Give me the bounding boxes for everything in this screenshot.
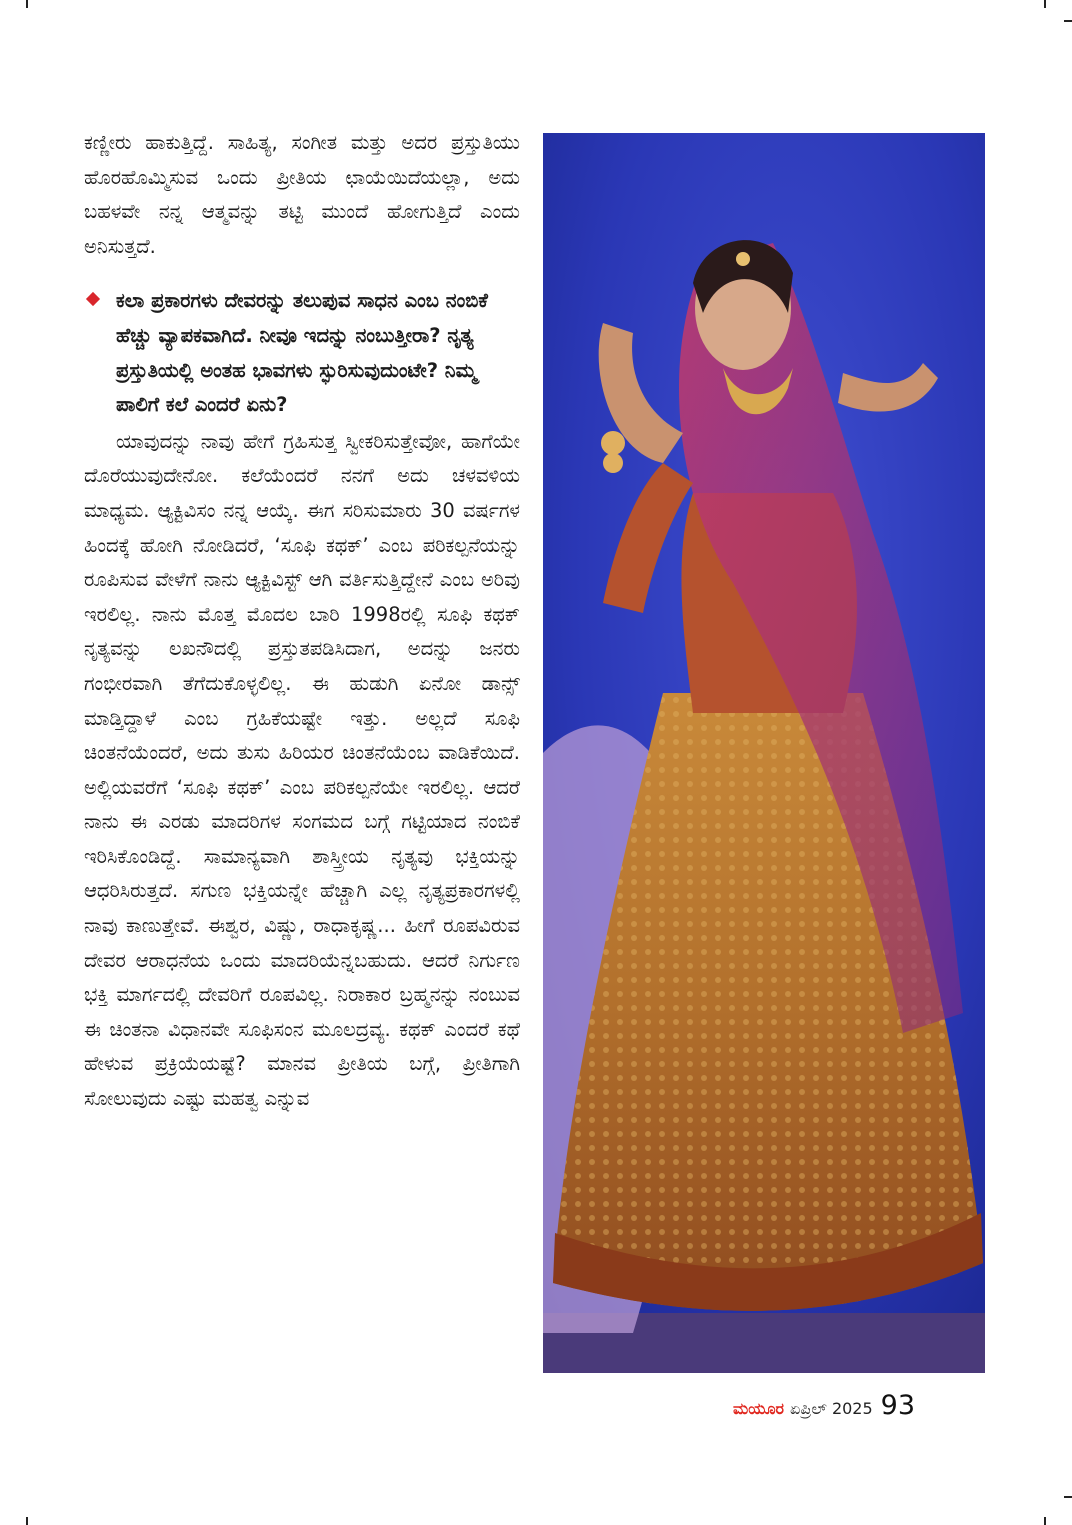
- interview-question-text: ಕಲಾ ಪ್ರಕಾರಗಳು ದೇವರನ್ನು ತಲುಪುವ ಸಾಧನ ಎಂಬ ನಂಬಿಕೆ ಹೆಚ್ಚು ವ್ಯಾಪಕವಾಗಿದೆ. ನೀವೂ ಇದನ್ನು ನಂಬುತ್ತೀರಾ? ನೃತ್ಯ ಪ್ರಸ್ತುತಿಯಲ್ಲಿ ಅಂತಹ ಭಾವಗಳು ಸ್ಫುರಿಸುವುದುಂಟೇ? ನಿಮ್ಮ ಪಾಲಿಗೆ ಕಲೆ ಎಂದರೆ ಏನು?: [116, 289, 488, 417]
- crop-mark-top-right: [1044, 0, 1046, 8]
- interview-question: [84, 284, 520, 422]
- page-footer: [733, 1390, 915, 1430]
- crop-mark-top-left: [26, 0, 28, 8]
- crop-mark-bottom-left: [26, 1517, 28, 1525]
- dancer-photo: [543, 133, 985, 1373]
- crop-mark-right-upper: [1064, 20, 1072, 22]
- diamond-bullet-icon: [86, 292, 100, 306]
- page-number: 93: [880, 1390, 916, 1421]
- article-paragraph-intro: ಕಣ್ಣೀರು ಹಾಕುತ್ತಿದ್ದೆ. ಸಾಹಿತ್ಯ, ಸಂಗೀತ ಮತ್ತು ಅದರ ಪ್ರಸ್ತುತಿಯು ಹೊರಹೊಮ್ಮಿಸುವ ಒಂದು ಪ್ರೀತಿಯ ಛಾಯೆಯಿದೆಯಲ್ಲಾ, ಅದು ಬಹಳವೇ ನನ್ನ ಆತ್ಮವನ್ನು ತಟ್ಟಿ ಮುಂದೆ ಹೋಗುತ್ತಿದೆ ಎಂದು ಅನಿಸುತ್ತದೆ.: [84, 131, 520, 258]
- issue-date: ಏಪ್ರಿಲ್ 2025: [790, 1399, 873, 1418]
- interview-answer: ಯಾವುದನ್ನು ನಾವು ಹೇಗೆ ಗ್ರಹಿಸುತ್ತ ಸ್ವೀಕರಿಸುತ್ತೇವೋ, ಹಾಗೆಯೇ ದೊರೆಯುವುದೇನೋ. ಕಲೆಯೆಂದರೆ ನನಗೆ ಅದು ಚಳವಳಿಯ ಮಾಧ್ಯಮ. ಆ್ಯಕ್ಟಿವಿಸಂ ನನ್ನ ಆಯ್ಕೆ. ಈಗ ಸರಿಸುಮಾರು 30 ವರ್ಷಗಳ ಹಿಂದಕ್ಕೆ ಹೋಗಿ ನೋಡಿದರೆ, ‘ಸೂಫಿ ಕಥಕ್’ ಎಂಬ ಪರಿಕಲ್ಪನೆಯನ್ನು ರೂಪಿಸುವ ವೇಳೆಗೆ ನಾನು ಆ್ಯಕ್ಟಿವಿಸ್ಟ್ ಆಗಿ ವರ್ತಿಸುತ್ತಿದ್ದೇನೆ ಎಂಬ ಅರಿವು ಇರಲಿಲ್ಲ. ನಾನು ಮೊತ್ತ ಮೊದಲ ಬಾರಿ 1998ರಲ್ಲಿ ಸೂಫಿ ಕಥಕ್ ನೃತ್ಯವನ್ನು ಲಖನೌದಲ್ಲಿ ಪ್ರಸ್ತುತಪಡಿಸಿದಾಗ, ಅದನ್ನು ಜನರು ಗಂಭೀರವಾಗಿ ತೆಗೆದುಕೊಳ್ಳಲಿಲ್ಲ. ಈ ಹುಡುಗಿ ಏನೋ ಡಾನ್ಸ್ ಮಾಡ್ತಿದ್ದಾಳೆ ಎಂಬ ಗ್ರಹಿಕೆಯಷ್ಟೇ ಇತ್ತು. ಅಲ್ಲದೆ ಸೂಫಿ ಚಿಂತನೆಯೆಂದರೆ, ಅದು ತುಸು ಹಿರಿಯರ ಚಿಂತನೆಯೆಂಬ ವಾಡಿಕೆಯಿದೆ. ಅಲ್ಲಿಯವರೆಗೆ ‘ಸೂಫಿ ಕಥಕ್’ ಎಂಬ ಪರಿಕಲ್ಪನೆಯೇ ಇರಲಿಲ್ಲ. ಆದರೆ ನಾನು ಈ ಎರಡು ಮಾದರಿಗಳ ಸಂಗಮದ ಬಗ್ಗೆ ಗಟ್ಟಿಯಾದ ನಂಬಿಕೆ ಇರಿಸಿಕೊಂಡಿದ್ದೆ. ಸಾಮಾನ್ಯವಾಗಿ ಶಾಸ್ತ್ರೀಯ ನೃತ್ಯವು ಭಕ್ತಿಯನ್ನು ಆಧರಿಸಿರುತ್ತದೆ. ಸಗುಣ ಭಕ್ತಿಯನ್ನೇ ಹೆಚ್ಚಾಗಿ ಎಲ್ಲ ನೃತ್ಯಪ್ರಕಾರಗಳಲ್ಲಿ ನಾವು ಕಾಣುತ್ತೇವೆ. ಈಶ್ವರ, ವಿಷ್ಣು, ರಾಧಾಕೃಷ್ಣ... ಹೀಗೆ ರೂಪವಿರುವ ದೇವರ ಆರಾಧನೆಯ ಒಂದು ಮಾದರಿಯೆನ್ನಬಹುದು. ಆದರೆ ನಿರ್ಗುಣ ಭಕ್ತಿ ಮಾರ್ಗದಲ್ಲಿ ದೇವರಿಗೆ ರೂಪವಿಲ್ಲ. ನಿರಾಕಾರ ಬ್ರಹ್ಮನನ್ನು ನಂಬುವ ಈ ಚಿಂತನಾ ವಿಧಾನವೇ ಸೂಫಿಸಂನ ಮೂಲದ್ರವ್ಯ. ಕಥಕ್ ಎಂದರೆ ಕಥೆ ಹೇಳುವ ಪ್ರಕ್ರಿಯೆಯಷ್ಟೆ? ಮಾನವ ಪ್ರೀತಿಯ ಬಗ್ಗೆ, ಪ್ರೀತಿಗಾಗಿ ಸೋಲುವುದು ಎಷ್ಟು ಮಹತ್ವ ಎನ್ನುವ: [84, 429, 521, 1111]
- crop-mark-bottom-right: [1044, 1517, 1046, 1525]
- crop-mark-right-lower: [1064, 1496, 1072, 1498]
- magazine-name: ಮಯೂರ: [733, 1399, 785, 1418]
- article-column: [84, 126, 520, 1117]
